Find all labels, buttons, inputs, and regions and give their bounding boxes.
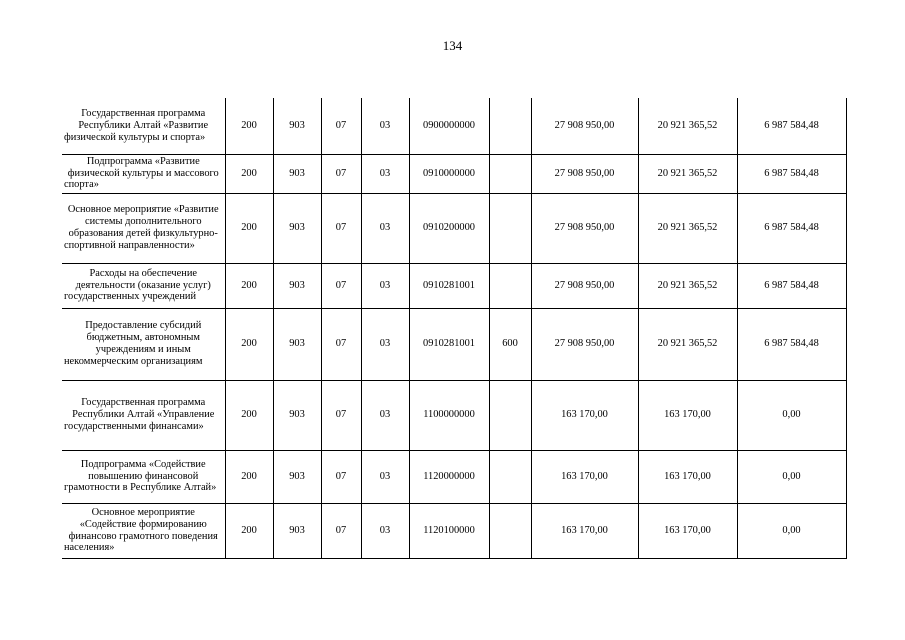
cell-c8: 20 921 365,52 [638,308,737,380]
cell-c7: 163 170,00 [531,450,638,503]
cell-c1: 200 [225,503,273,558]
cell-c3: 07 [321,308,361,380]
row-name: Подпрограмма «Содействие повышению финансовой грамотности в Республике Алтай» [62,450,225,503]
cell-c3: 07 [321,263,361,308]
cell-c9: 0,00 [737,503,846,558]
table-row [62,450,846,503]
cell-c4: 03 [361,308,409,380]
cell-c6 [489,380,531,450]
cell-c6 [489,263,531,308]
cell-c4: 03 [361,154,409,193]
cell-c9: 6 987 584,48 [737,193,846,263]
cell-c3: 07 [321,154,361,193]
cell-c2: 903 [273,154,321,193]
table-row [62,380,846,450]
cell-c2: 903 [273,98,321,154]
row-name: Расходы на обеспечение деятельности (оказание услуг) государственных учреждений [62,263,225,308]
row-name: Основное мероприятие «Содействие формированию финансово грамотного поведения населения» [62,503,225,558]
cell-c7: 27 908 950,00 [531,98,638,154]
cell-c5: 1120000000 [409,450,489,503]
cell-c7: 27 908 950,00 [531,263,638,308]
cell-c5: 1120100000 [409,503,489,558]
cell-c6 [489,98,531,154]
table-row [62,154,846,193]
row-name: Предоставление субсидий бюджетным, автономным учреждениям и иным некоммерческим организациям [62,308,225,380]
table-row [62,308,846,380]
cell-c2: 903 [273,193,321,263]
cell-c9: 6 987 584,48 [737,98,846,154]
cell-c8: 20 921 365,52 [638,154,737,193]
cell-c3: 07 [321,98,361,154]
cell-c1: 200 [225,193,273,263]
cell-c8: 20 921 365,52 [638,193,737,263]
row-name: Государственная программа Республики Алтай «Развитие физической культуры и спорта» [62,98,225,154]
cell-c4: 03 [361,450,409,503]
cell-c9: 6 987 584,48 [737,154,846,193]
cell-c2: 903 [273,308,321,380]
cell-c2: 903 [273,450,321,503]
row-name: Основное мероприятие «Развитие системы дополнительного образования детей физкультурно-спортивной направленности» [62,193,225,263]
table-row [62,503,846,558]
cell-c9: 6 987 584,48 [737,263,846,308]
cell-c8: 163 170,00 [638,380,737,450]
cell-c5: 1100000000 [409,380,489,450]
budget-table [62,98,847,559]
cell-c1: 200 [225,98,273,154]
cell-c7: 163 170,00 [531,503,638,558]
cell-c5: 0910000000 [409,154,489,193]
table-row [62,98,846,154]
cell-c4: 03 [361,263,409,308]
page-number: 134 [442,38,463,53]
cell-c5: 0910281001 [409,308,489,380]
cell-c2: 903 [273,380,321,450]
row-name: Подпрограмма «Развитие физической культуры и массового спорта» [62,154,225,193]
cell-c1: 200 [225,380,273,450]
cell-c1: 200 [225,450,273,503]
cell-c8: 163 170,00 [638,450,737,503]
cell-c8: 20 921 365,52 [638,98,737,154]
row-name: Государственная программа Республики Алтай «Управление государственными финансами» [62,380,225,450]
cell-c6 [489,154,531,193]
cell-c8: 20 921 365,52 [638,263,737,308]
cell-c1: 200 [225,263,273,308]
cell-c5: 0910281001 [409,263,489,308]
cell-c1: 200 [225,308,273,380]
cell-c5: 0900000000 [409,98,489,154]
cell-c7: 163 170,00 [531,380,638,450]
cell-c1: 200 [225,154,273,193]
cell-c2: 903 [273,263,321,308]
cell-c6 [489,193,531,263]
cell-c3: 07 [321,380,361,450]
cell-c6 [489,450,531,503]
cell-c3: 07 [321,193,361,263]
cell-c4: 03 [361,193,409,263]
cell-c9: 6 987 584,48 [737,308,846,380]
cell-c5: 0910200000 [409,193,489,263]
cell-c4: 03 [361,98,409,154]
cell-c7: 27 908 950,00 [531,154,638,193]
cell-c4: 03 [361,503,409,558]
cell-c6 [489,503,531,558]
cell-c6: 600 [489,308,531,380]
cell-c7: 27 908 950,00 [531,308,638,380]
cell-c3: 07 [321,503,361,558]
cell-c4: 03 [361,380,409,450]
cell-c7: 27 908 950,00 [531,193,638,263]
cell-c3: 07 [321,450,361,503]
table-row [62,263,846,308]
cell-c9: 0,00 [737,380,846,450]
cell-c9: 0,00 [737,450,846,503]
cell-c8: 163 170,00 [638,503,737,558]
table-row [62,193,846,263]
cell-c2: 903 [273,503,321,558]
